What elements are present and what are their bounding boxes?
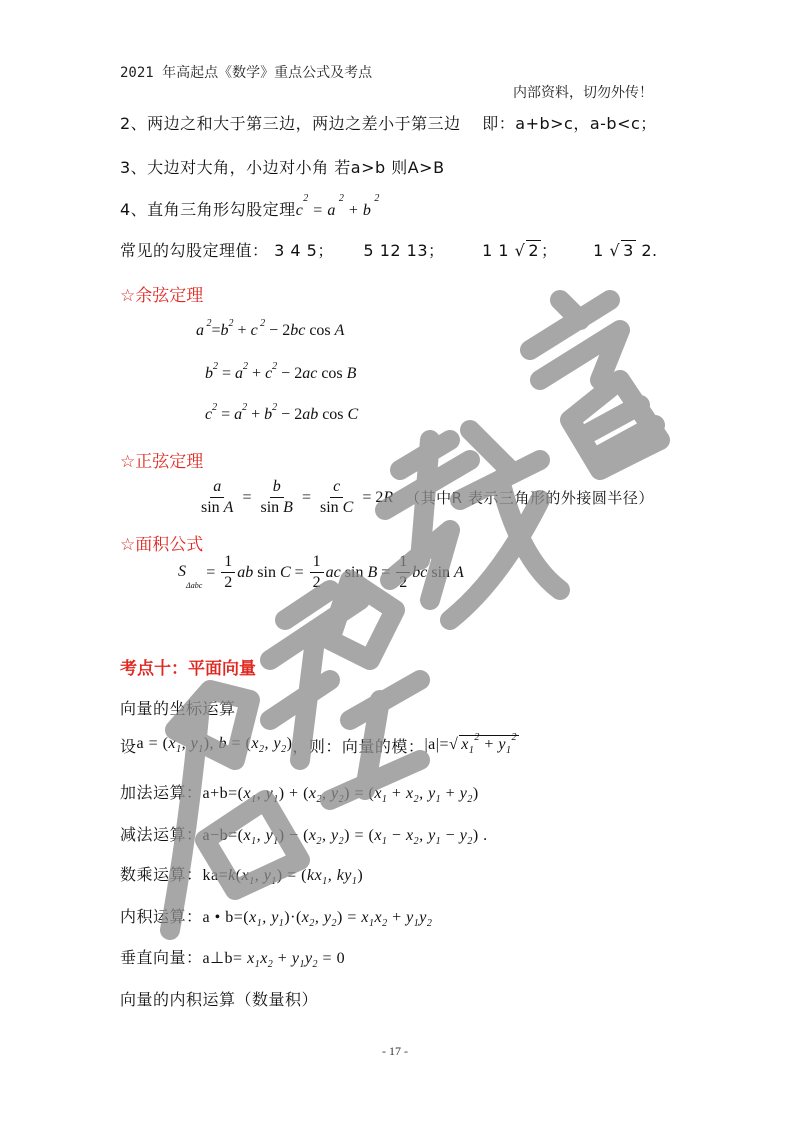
triangle-item-3: 3、大边对大角，小边对小角 若a>b 则A>B <box>120 158 445 177</box>
triple-5-12-13: 5 12 13； <box>363 241 445 260</box>
vector-add-label: 加法运算： <box>120 783 203 802</box>
vector-subtraction: 减法运算：$a-b=(x_1$, $y_1) - (x_2$, $y_2) = (x_1 - x_2$, $y_1 - y_2$) . <box>120 825 488 848</box>
frac-a-sinA: $\frac{a}{\text{sin A}}$ <box>201 478 234 516</box>
triple-3-4-5: 3 4 5； <box>274 241 334 260</box>
vector-then-label: ，则：向量的模： <box>292 737 425 756</box>
vector-coord-title: 向量的坐标运算 <box>120 699 236 718</box>
page-number: - 17 - <box>382 1044 408 1058</box>
frac-b-sinB: $\frac{b}{\text{sin B}}$ <box>260 478 293 516</box>
triple-1-1-end: ； <box>541 241 558 260</box>
triangle-item-2-text: 2、两边之和大于第三边，两边之差小于第三边 <box>120 114 461 133</box>
pythagorean-triples <box>120 238 658 261</box>
triple-1-1-prefix: 1 1 <box>482 241 510 260</box>
area-formula: $S_{\Delta abc}$ = $\frac{1}{2}$ ab sin C = $\frac{1}{2}$ ac sin B = $\frac{1}{2}$ bc sin A <box>178 553 464 591</box>
area-formula-heading: ☆面积公式 <box>120 535 204 555</box>
vector-section-title: 考点十：平面向量 <box>120 659 256 679</box>
triangle-item-4 <box>120 193 380 220</box>
document-header-notice: 内部资料，切勿外传！ <box>513 85 653 101</box>
vector-dot-label: 内积运算： <box>120 907 203 926</box>
root-2: 2 <box>528 241 540 260</box>
sine-law-formula: $\frac{a}{\text{sin A}}$ = $\frac{b}{\text{sin B}}$ = $\frac{c}{\text{sin C}}$ = 2 R （其中R 表示三角形的外接圆半径） <box>196 478 654 517</box>
vector-sub-label: 减法运算： <box>120 825 203 844</box>
vector-perpendicular: 垂直向量：a⊥b= $x_1x_2 + y_1y_2 = 0$ <box>120 948 346 971</box>
vector-scalar: 数乘运算：$ka=k(x_1$, $y_1) = (kx_1$, $ky_1$) <box>120 865 364 888</box>
vector-set-label: 设 <box>120 737 137 756</box>
triple-1-root3-2: 1 √ 3 2. <box>593 241 658 260</box>
vector-definition: 设 $a = (x_1$, $y_1$), $b = (x_2$, $y_2$) ，则：向量的模： |a|=√ $x_1^2 + y_1^2$ <box>120 731 517 757</box>
sine-law-heading: ☆正弦定理 <box>120 452 204 472</box>
cosine-law-heading: ☆余弦定理 <box>120 286 204 306</box>
vector-scalar-label: 数乘运算： <box>120 865 203 884</box>
frac-c-sinC: $\frac{c}{\text{sin C}}$ <box>319 478 354 516</box>
triangle-item-2-formula: 即：a+b>c，a-b<c； <box>482 114 657 133</box>
document-header-title: 2021 年高起点《数学》重点公式及考点 <box>120 65 373 81</box>
cosine-formula-a: a $^2=b^2 + c$ $^2$ − 2bc cos A <box>196 318 345 339</box>
vector-inner-product-title: 向量的内积运算（数量积） <box>120 990 319 1009</box>
triple-1-root3-prefix: 1 <box>593 241 604 260</box>
root-3: 3 <box>623 241 634 260</box>
cosine-formula-c: $c^2 = a^2 + b^2 - 2ab$ cos C <box>205 402 359 423</box>
triangle-item-2 <box>120 111 657 134</box>
triple-1-1-root2: 1 1 √ 2 ； <box>482 241 558 260</box>
common-values-label: 常见的勾股定理值： <box>120 241 269 260</box>
triple-1-root3-end: 2. <box>641 241 658 260</box>
pythagoras-formula: $c^2 = a$ $^2$ + b $^2$ <box>295 193 380 219</box>
vector-perp-label: 垂直向量： <box>120 948 203 967</box>
vector-dot-product: 内积运算：a • $b=(x_1$, $y_1)\cdot(x_2$, $y_2) = x_1x_2 + y_1y_2$ <box>120 907 433 930</box>
triangle-item-4-text: 4、直角三角形勾股定理 <box>120 200 296 219</box>
vector-addition: 加法运算：$a+b=(x_1$, $y_1) + (x_2$, $y_2) = (x_1 + x_2$, $y_1 + y_2$) <box>120 783 479 806</box>
cosine-formula-b: $b^2 = a^2 + c^2 - 2ac$ cos B <box>205 361 357 382</box>
sine-law-note: （其中R 表示三角形的外接圆半径） <box>405 489 654 507</box>
